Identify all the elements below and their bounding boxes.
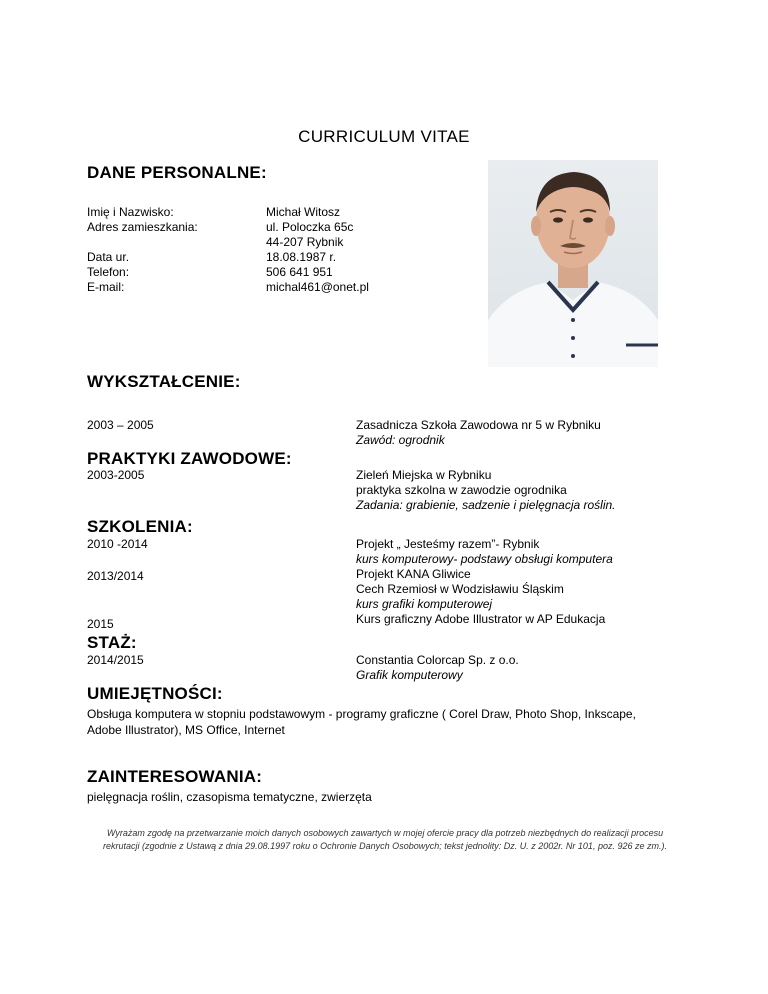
education-school: Zasadnicza Szkoła Zawodowa nr 5 w Rybniku: [356, 418, 601, 432]
internship-details: [356, 653, 519, 683]
phone-label: Telefon:: [87, 265, 130, 279]
trainings-period-3: 2015: [87, 617, 114, 631]
training-line-1: Projekt „ Jesteśmy razem”- Rybnik: [356, 537, 540, 551]
name-label: Imię i Nazwisko:: [87, 205, 174, 219]
training-line-6: Kurs graficzny Adobe Illustrator w AP Edukacja: [356, 612, 606, 626]
education-heading: WYKSZTAŁCENIE:: [87, 372, 241, 391]
training-line-2: kurs komputerowy- podstawy obsługi komputera: [356, 552, 613, 566]
trainings-heading: SZKOLENIA:: [87, 517, 193, 536]
person-photo-icon: [488, 160, 658, 367]
internship-role: Grafik komputerowy: [356, 668, 463, 682]
training-line-5: kurs grafiki komputerowej: [356, 597, 493, 611]
address-label: Adres zamieszkania:: [87, 220, 198, 234]
practice-heading: PRAKTYKI ZAWODOWE:: [87, 449, 292, 468]
email-label: E-mail:: [87, 280, 125, 294]
document-title: CURRICULUM VITAE: [298, 127, 470, 146]
education-profession: Zawód: ogrodnik: [356, 433, 445, 447]
internship-period: 2014/2015: [87, 653, 144, 667]
address-line2-value: 44-207 Rybnik: [266, 235, 344, 249]
education-details: [356, 418, 601, 448]
name-value: Michał Witosz: [266, 205, 341, 219]
personal-values: [266, 205, 369, 295]
trainings-period-1: 2010 -2014: [87, 537, 148, 551]
consent-line-2: rekrutacji (zgodnie z Ustawą z dnia 29.08.1997 roku o Ochronie Danych Osobowych; tekst jednolity: Dz. U. z 2002r. Nr 101, poz. 926 ze zm.).: [103, 841, 667, 851]
personal-labels: [87, 205, 198, 295]
skills-line-2: Adobe Illustrator), MS Office, Internet: [87, 723, 285, 737]
birth-value: 18.08.1987 r.: [266, 250, 337, 264]
practice-tasks: Zadania: grabienie, sadzenie i pielęgnacja roślin.: [356, 498, 616, 512]
skills-line-1: Obsługa komputera w stopniu podstawowym - programy graficzne ( Corel Draw, Photo Shop, Inkscape,: [87, 707, 636, 721]
practice-period: 2003-2005: [87, 468, 145, 482]
trainings-details: [356, 537, 613, 627]
internship-heading: STAŻ:: [87, 633, 137, 652]
practice-details: [356, 468, 616, 513]
spacer: [87, 235, 198, 250]
interests-text: pielęgnacja roślin, czasopisma tematyczne, zwierzęta: [87, 790, 372, 804]
practice-place: Zieleń Miejska w Rybniku: [356, 468, 492, 482]
training-line-3: Projekt KANA Gliwice: [356, 567, 471, 581]
practice-description: praktyka szkolna w zawodzie ogrodnika: [356, 483, 567, 497]
phone-value: 506 641 951: [266, 265, 333, 279]
skills-heading: UMIEJĘTNOŚCI:: [87, 684, 223, 703]
education-period: 2003 – 2005: [87, 418, 154, 432]
birth-label: Data ur.: [87, 250, 130, 264]
skills-text: [87, 706, 687, 738]
consent-line-1: Wyrażam zgodę na przetwarzanie moich danych osobowych zawartych w mojej ofercie pracy dla potrzeb niezbędnych do realizacji procesu: [106, 828, 664, 838]
internship-company: Constantia Colorcap Sp. z o.o.: [356, 653, 519, 667]
profile-photo: [488, 160, 658, 367]
personal-data-heading: DANE PERSONALNE:: [87, 163, 267, 182]
address-line1-value: ul. Poloczka 65c: [266, 220, 354, 234]
training-line-4: Cech Rzemiosł w Wodzisławiu Śląskim: [356, 582, 564, 596]
consent-clause: [80, 827, 690, 853]
email-value: michal461@onet.pl: [266, 280, 369, 294]
interests-heading: ZAINTERESOWANIA:: [87, 767, 263, 786]
trainings-period-2: 2013/2014: [87, 569, 144, 583]
